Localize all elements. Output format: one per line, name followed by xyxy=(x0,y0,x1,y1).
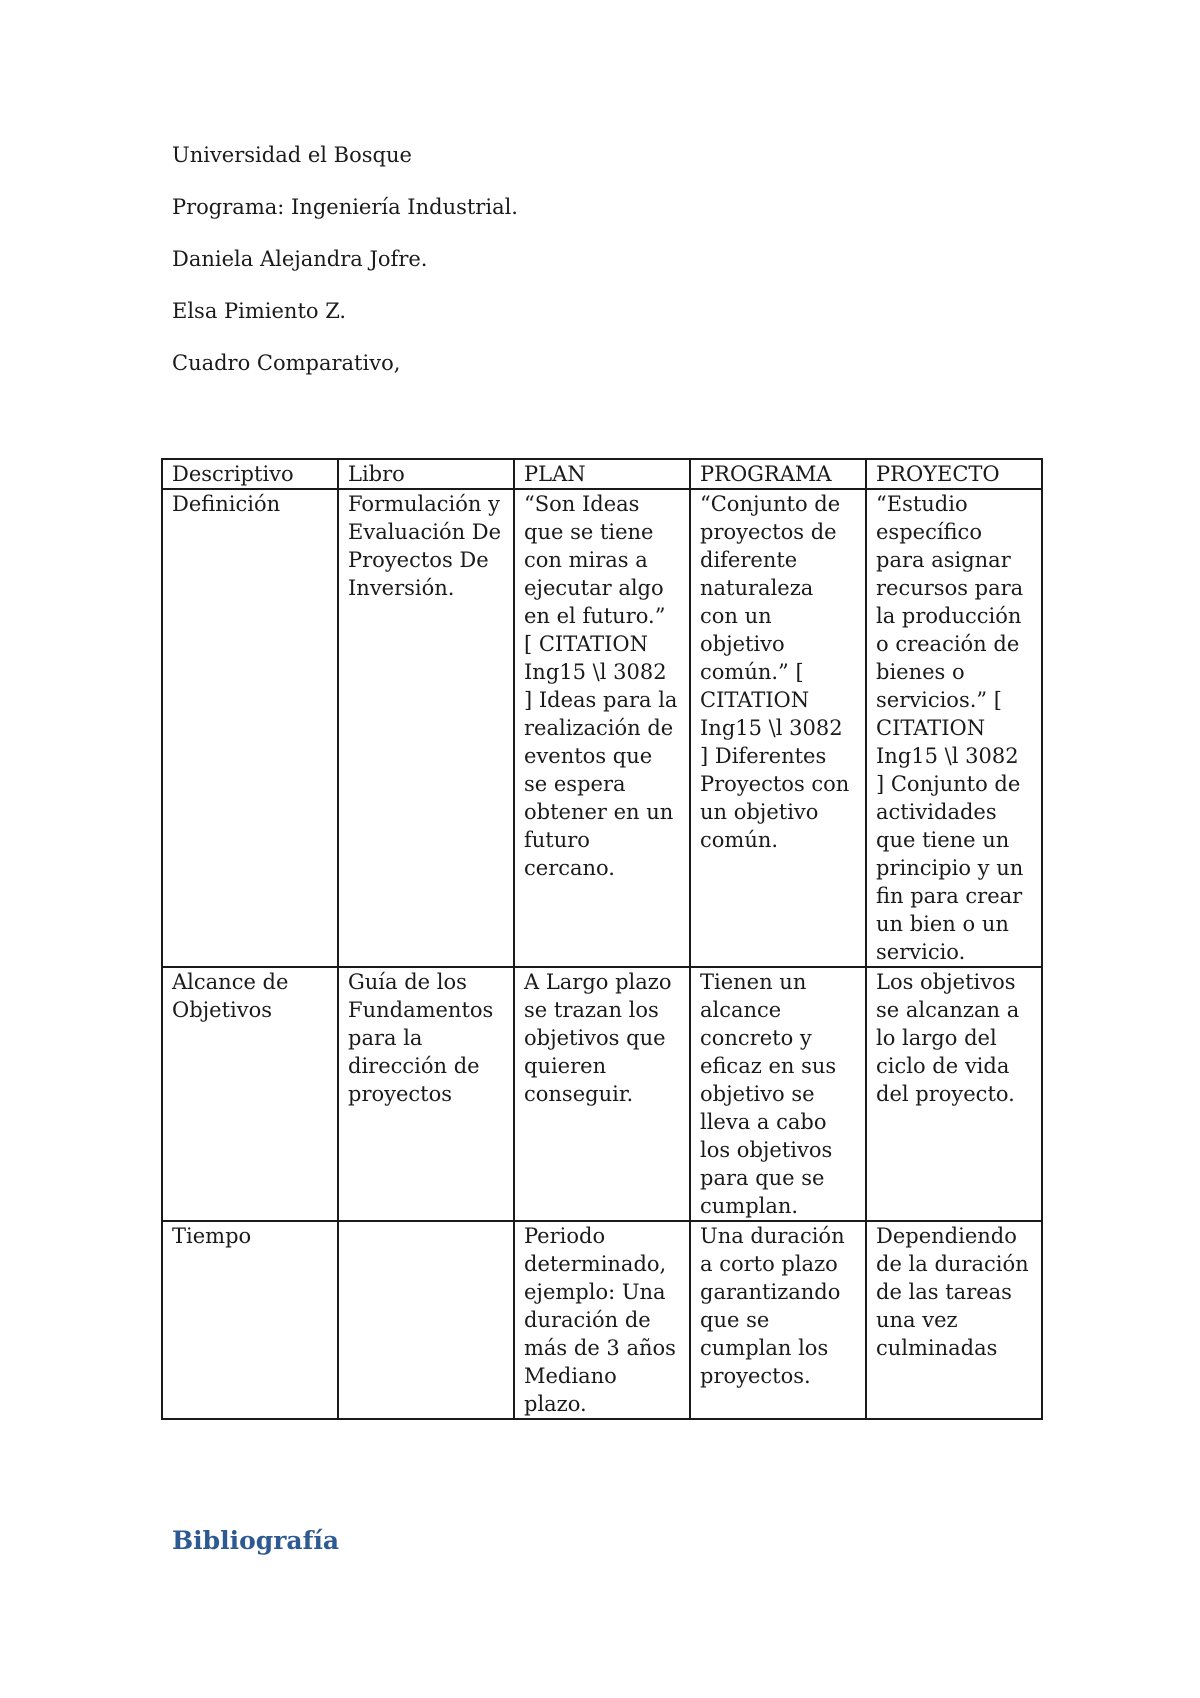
teacher-name: Elsa Pimiento Z. xyxy=(172,299,347,323)
table-cell: “Son Ideas que se tiene con miras a ejecutar algo en el futuro.” [ CITATION Ing15 \l 3082 ] Ideas para la realización de eventos que se espera obtener en un futuro cercano. xyxy=(514,489,690,967)
table-header-row xyxy=(162,459,1042,489)
table-row xyxy=(162,1221,1042,1419)
table-cell: Tienen un alcance concreto y eficaz en sus objetivo se lleva a cabo los objetivos para que se cumplan. xyxy=(690,967,866,1221)
table-cell: Una duración a corto plazo garantizando que se cumplan los proyectos. xyxy=(690,1221,866,1419)
table-cell: Guía de los Fundamentos para la dirección de proyectos xyxy=(338,967,514,1221)
table-cell: Alcance de Objetivos xyxy=(162,967,338,1221)
table-cell: Definición xyxy=(162,489,338,967)
table-row xyxy=(162,489,1042,967)
table-cell: A Largo plazo se trazan los objetivos que quieren conseguir. xyxy=(514,967,690,1221)
program-name: Programa: Ingeniería Industrial. xyxy=(172,195,518,219)
table-cell: Periodo determinado, ejemplo: Una duración de más de 3 años Mediano plazo. xyxy=(514,1221,690,1419)
university-name: Universidad el Bosque xyxy=(172,143,412,167)
table-cell xyxy=(338,1221,514,1419)
table-cell: Los objetivos se alcanzan a lo largo del ciclo de vida del proyecto. xyxy=(866,967,1042,1221)
author-name: Daniela Alejandra Jofre. xyxy=(172,247,428,271)
table-cell: Dependiendo de la duración de las tareas una vez culminadas xyxy=(866,1221,1042,1419)
column-header-programa: PROGRAMA xyxy=(690,459,866,489)
table-cell: Tiempo xyxy=(162,1221,338,1419)
column-header-libro: Libro xyxy=(338,459,514,489)
column-header-proyecto: PROYECTO xyxy=(866,459,1042,489)
document-header xyxy=(172,142,518,402)
column-header-descriptivo: Descriptivo xyxy=(162,459,338,489)
table-cell: “Estudio específico para asignar recursos para la producción o creación de bienes o servicios.” [ CITATION Ing15 \l 3082 ] Conjunto de actividades que tiene un principio y un fin para crear un bien o un servicio. xyxy=(866,489,1042,967)
column-header-plan: PLAN xyxy=(514,459,690,489)
table-row xyxy=(162,967,1042,1221)
table-cell: Formulación y Evaluación De Proyectos De Inversión. xyxy=(338,489,514,967)
table-cell: “Conjunto de proyectos de diferente naturaleza con un objetivo común.” [ CITATION Ing15 \l 3082 ] Diferentes Proyectos con un objetivo común. xyxy=(690,489,866,967)
comparison-table xyxy=(161,458,1043,1420)
document-title: Cuadro Comparativo, xyxy=(172,351,401,375)
bibliography-heading: Bibliografía xyxy=(172,1526,340,1555)
